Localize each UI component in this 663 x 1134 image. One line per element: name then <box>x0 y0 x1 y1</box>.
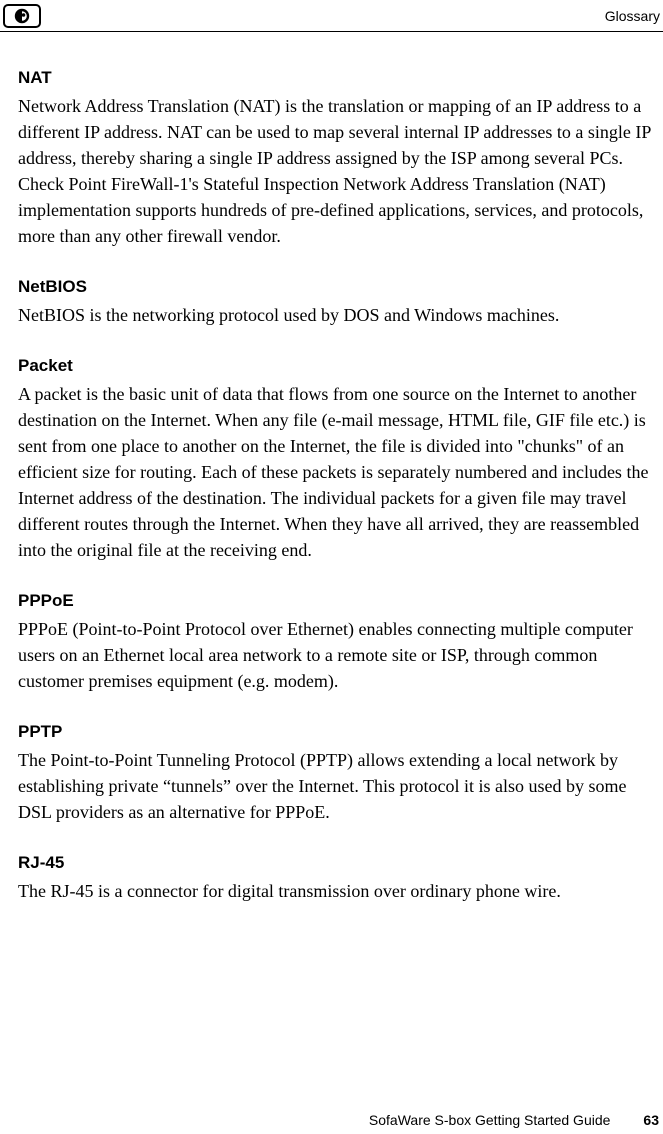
logo-glyph <box>14 8 30 24</box>
page-number: 63 <box>643 1112 659 1128</box>
glossary-definition: NetBIOS is the networking protocol used by DOS and Windows machines. <box>18 305 560 325</box>
glossary-term: PPPoE <box>18 591 74 610</box>
glossary-entry-netbios <box>18 276 660 328</box>
glossary-entry-pptp <box>18 721 660 825</box>
glossary-entry-rj45 <box>18 852 660 904</box>
glossary-definition: A packet is the basic unit of data that flows from one source on the Internet to another destination on the Internet. When any file (e-mail message, HTML file, GIF file etc.) is sent from one place to another on the Internet, the file is divided into "chunks" of an efficient size for routing. Each of these packets is separately numbered and includes the Internet address of the destination. The individual packets for a given file may travel different routes through the Internet. When they have all arrived, they are reassembled into the original file at the receiving end. <box>18 384 649 560</box>
glossary-term: NetBIOS <box>18 277 87 296</box>
glossary-definition: Network Address Translation (NAT) is the translation or mapping of an IP address to a different IP address. NAT can be used to map several internal IP addresses to a single IP address, thereby sharing a single IP address assigned by the ISP among several PCs. Check Point FireWall-1's Stateful Inspection Network Address Translation (NAT) implementation supports hundreds of pre-defined applications, services, and protocols, more than any other firewall vendor. <box>18 96 651 246</box>
glossary-definition: PPPoE (Point-to-Point Protocol over Ethernet) enables connecting multiple computer users on an Ethernet local area network to a remote site or ISP, through common customer premises equipment (e.g. modem). <box>18 619 633 691</box>
glossary-entry-packet <box>18 355 660 563</box>
glossary-term: PPTP <box>18 722 63 741</box>
guide-title: SofaWare S-box Getting Started Guide <box>368 1112 611 1128</box>
page-footer <box>369 1112 659 1128</box>
glossary-definition: The RJ-45 is a connector for digital transmission over ordinary phone wire. <box>18 881 561 901</box>
glossary-content <box>18 67 660 904</box>
glossary-term: RJ-45 <box>18 853 65 872</box>
header-divider <box>0 31 663 32</box>
glossary-entry-nat <box>18 67 660 249</box>
sofaware-logo-icon <box>3 4 41 28</box>
glossary-entry-pppoe <box>18 590 660 694</box>
glossary-term: NAT <box>18 68 52 87</box>
glossary-term: Packet <box>18 356 73 375</box>
glossary-definition: The Point-to-Point Tunneling Protocol (PPTP) allows extending a local network by establishing private “tunnels” over the Internet. This protocol it is also used by some DSL providers as an alternative for PPPoE. <box>18 750 627 822</box>
section-title: Glossary <box>604 8 660 24</box>
